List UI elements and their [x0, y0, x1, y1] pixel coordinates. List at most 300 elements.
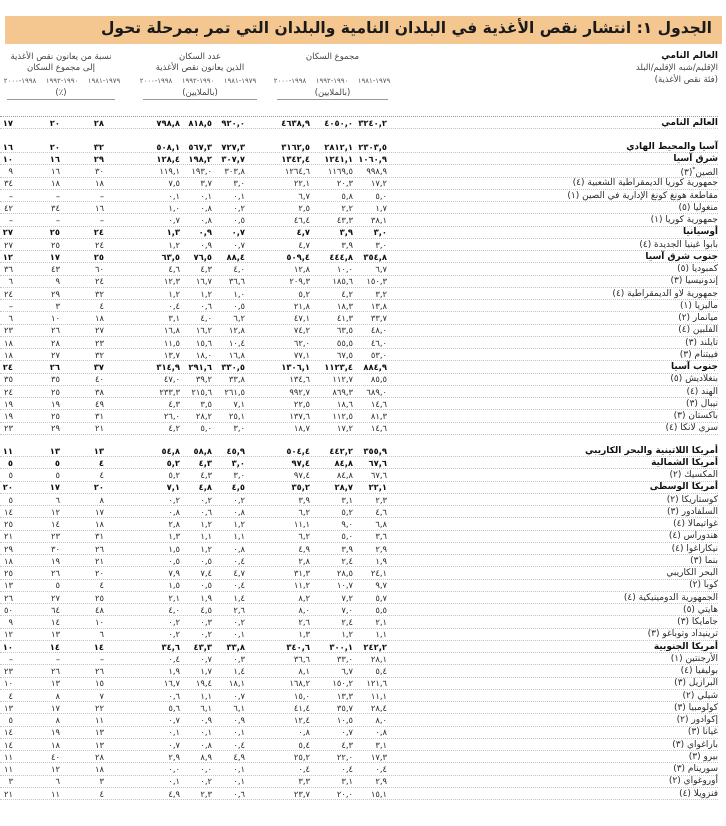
cell-pop-1990: ٢٨,٥ [336, 568, 353, 579]
cell-pop-1998: ٣,٣ [298, 776, 310, 787]
cell-pop-1979: ٣٢٤٠,٢ [358, 117, 387, 128]
row-label [387, 300, 718, 312]
cell-pop-1990: ٣٥,٧ [336, 702, 353, 713]
cell-pct-1979: ٢٠ [95, 568, 104, 579]
cell-under-1979: ٤,٥ [231, 482, 245, 493]
cell-pop-1998: ١١,١ [293, 519, 310, 530]
table-row [0, 423, 718, 435]
cell-pop-1998: ٦,٧ [298, 190, 310, 201]
cell-pct-1998: ٢٣ [4, 325, 13, 336]
table-row [0, 702, 718, 714]
cell-pop-1990: ١٣,٣ [336, 690, 353, 701]
cell-pop-1979: ١,٩ [375, 555, 387, 566]
year-label-pop-1990: ١٩٩٠-١٩٩٢ [315, 77, 349, 85]
cell-pop-1979: ٦٨٩,٠ [366, 386, 387, 397]
cell-under-1998: ١٢,٣ [163, 276, 180, 287]
cell-pop-1979: ٦,٨ [375, 519, 387, 530]
cell-under-1998: ١,٥ [168, 543, 180, 554]
row-label [387, 445, 718, 457]
cell-pop-1990: ٤,٢ [341, 288, 353, 299]
row-label [387, 457, 718, 469]
cell-under-1979: ٠,١ [233, 764, 245, 775]
year-label-under-1990: ١٩٩٠-١٩٩٢ [181, 77, 215, 85]
cell-pop-1979: ٩,٧ [375, 580, 387, 591]
cell-under-1979: ٣,٠ [233, 423, 245, 434]
cell-pop-1998: ٢٢,١ [293, 178, 310, 189]
table-row [0, 690, 718, 702]
cell-under-1990: ٠,٥ [200, 555, 212, 566]
row-name: بيرو (٣) [688, 751, 718, 762]
cell-pop-1998: ٤٦٣٨,٩ [281, 117, 310, 128]
cell-pct-1998: ١٣ [4, 580, 13, 591]
row-label [387, 494, 718, 506]
cell-pop-1990: ٢٠,٣ [336, 178, 353, 189]
cell-pop-1990: ٤٤٢,٢ [329, 445, 353, 456]
cell-pop-1979: ٢,٩ [375, 776, 387, 787]
cell-under-1979: ٠,٨ [233, 506, 245, 517]
cell-under-1990: ١٩٣,٠ [191, 166, 212, 177]
row-name: كمبوديا (٥) [677, 264, 718, 275]
cell-pct-1990: ٢٦ [51, 666, 60, 677]
table-row [0, 202, 718, 214]
row-label [387, 263, 718, 275]
row-label [387, 628, 718, 640]
cell-pct-1979: ٢٦ [95, 543, 104, 554]
cell-under-1979: ١,٢ [233, 519, 245, 530]
cell-pct-1998: ٥٠ [4, 604, 13, 615]
cell-under-1979: ٠,١ [233, 629, 245, 640]
cell-pct-1998: ٢٤ [4, 386, 13, 397]
row-name: آسيا والمحيط الهادي [626, 141, 718, 152]
cell-pct-1990: ٨ [55, 715, 60, 726]
row-name: سورينام (٣) [673, 764, 718, 775]
cell-under-1979: ١٦,٨ [228, 349, 245, 360]
cell-under-1998: ٧,٥ [168, 178, 180, 189]
cell-under-1990: ٨,٩ [200, 751, 212, 762]
cell-under-1998: ١,٢ [168, 288, 180, 299]
table-row [0, 386, 718, 398]
cell-pop-1990: ٢,٢ [341, 202, 353, 213]
row-name: منغوليا (٥) [678, 202, 718, 213]
cell-pop-1979: ٨٨٤,٩ [363, 362, 387, 373]
cell-pop-1998: ٩٧,٤ [291, 457, 310, 468]
cell-pct-1979: ٢٢ [95, 702, 104, 713]
cell-pct-1979: ٢٨ [93, 117, 104, 128]
cell-pct-1998: ٥ [8, 494, 13, 505]
cell-under-1979: ٠,٥ [233, 215, 245, 226]
cell-under-1998: ١,٠ [168, 202, 180, 213]
cell-pct-1990: ٩ [55, 276, 60, 287]
cell-pop-1998: ١٣٧,٦ [289, 411, 310, 422]
cell-under-1998: ٥٤,٨ [161, 445, 180, 456]
cell-pct-1979: ٣٨ [95, 386, 104, 397]
cell-pop-1979: ١٣,٨ [370, 300, 387, 311]
cell-pct-1979: ٤٠ [95, 374, 104, 385]
table-row [0, 531, 718, 543]
cell-pct-1979: ١٨ [95, 764, 104, 775]
cell-pct-1990: ٢٩ [51, 288, 60, 299]
cell-under-1998: ٠,٧ [168, 215, 180, 226]
cell-pct-1990: ٢٠ [49, 141, 60, 152]
table-row [0, 715, 718, 727]
footnote-mark: * [692, 165, 696, 173]
cell-pct-1998: ٢٧ [2, 227, 13, 238]
cell-under-1979: ١,١ [233, 531, 245, 542]
cell-pop-1979: ٢,٩ [375, 543, 387, 554]
cell-under-1990: ٤,٣ [200, 264, 212, 275]
cell-pct-1979: ١٤ [93, 641, 104, 652]
cell-pct-1979: ٤ [99, 300, 104, 311]
row-name: غيانا (٣) [687, 727, 718, 738]
cell-pct-1998: ٤ [8, 690, 13, 701]
cell-under-1990: ٠,٩ [200, 715, 212, 726]
cell-pop-1979: ٣٣,٧ [370, 313, 387, 324]
cell-pct-1990: ٢٧ [51, 349, 60, 360]
title-band [5, 16, 722, 44]
year-label-under-1979: ١٩٧٩-١٩٨١ [223, 77, 257, 85]
table-row-group [0, 457, 718, 469]
table-row [0, 519, 718, 531]
cell-pct-1998: ١٨ [4, 555, 13, 566]
cell-under-1979: ١,٠ [233, 288, 245, 299]
cell-pct-1998: ١٠ [4, 678, 13, 689]
cell-pop-1998: ٣٤٠,٦ [286, 641, 310, 652]
cell-pop-1979: ١٤,٦ [370, 398, 387, 409]
row-label [387, 251, 718, 263]
cell-pct-1990: ١٤ [51, 519, 60, 530]
cell-pct-1990: ٥ [55, 470, 60, 481]
cell-under-1979: ٤,٧ [233, 568, 245, 579]
row-label [387, 398, 718, 410]
cell-under-1979: ٢٦١,٥ [224, 386, 245, 397]
cell-under-1990: ٣٩,٢ [195, 374, 212, 385]
header-region-title: العالم النامي [661, 51, 718, 61]
cell-under-1998: ٤,٠ [168, 604, 180, 615]
cell-pop-1998: ١٣٤٢,٤ [281, 153, 310, 164]
cell-pct-1998: ٥ [8, 470, 13, 481]
row-label [387, 226, 718, 238]
cell-under-1979: ٣,٠ [233, 470, 245, 481]
cell-pop-1990: ٤٤٤,٨ [329, 251, 353, 262]
cell-pct-1979: ١٦ [95, 202, 104, 213]
row-label [387, 579, 718, 591]
row-label [387, 751, 718, 763]
row-name: شرق آسيا [673, 153, 718, 164]
cell-pop-1990: ٢٨,٧ [334, 482, 353, 493]
row-category: (٣) [680, 167, 693, 178]
cell-under-1990: ١,٧ [200, 666, 212, 677]
cell-pop-1979: ١٧,٣ [370, 751, 387, 762]
cell-pop-1990: ٦٣,٥ [336, 325, 353, 336]
cell-under-1979: ٧,١ [233, 398, 245, 409]
row-name: أمريكا اللاتينية والبحر الكاريبي [584, 445, 718, 456]
cell-under-1990: ٠,٢ [200, 494, 212, 505]
row-name: شيلي (٢) [682, 690, 718, 701]
cell-pop-1998: ٤,٧ [296, 227, 310, 238]
cell-under-1998: ٤٧,٠ [163, 374, 180, 385]
cell-pct-1990: ١٢ [51, 764, 60, 775]
table-row [0, 678, 718, 690]
cell-pop-1998: ٩٧,٤ [293, 470, 310, 481]
cell-under-1998: ٤,٣ [168, 398, 180, 409]
cell-pop-1979: ٢٤,١ [370, 568, 387, 579]
cell-pop-1998: ٣٦,٦ [293, 653, 310, 664]
cell-pct-1998: ١٩ [4, 398, 13, 409]
row-name: سري لانكا (٤) [665, 423, 718, 434]
cell-pop-1998: ٥,٤ [298, 739, 310, 750]
cell-pop-1990: ٣,٩ [341, 543, 353, 554]
table-row [0, 604, 718, 616]
cell-under-1998: ٠,٢ [168, 617, 180, 628]
cell-under-1979: ٣٦,٦ [228, 276, 245, 287]
cell-pct-1979: ٢٠ [93, 482, 104, 493]
cell-under-1998: ٣,١ [168, 313, 180, 324]
cell-under-1990: ٦,١ [200, 702, 212, 713]
cell-pct-1979: ٢٦ [95, 666, 104, 677]
cell-pct-1979: – [99, 215, 104, 226]
cell-pop-1998: ٢٢,٥ [293, 398, 310, 409]
cell-under-1990: ٢٩١,٦ [188, 362, 212, 373]
cell-pct-1979: ٤ [99, 788, 104, 799]
row-name: البرازيل (٣) [674, 678, 718, 689]
cell-under-1998: ٠,٧ [168, 715, 180, 726]
cell-pct-1990: ١٧ [49, 251, 60, 262]
cell-pop-1998: ١٣٤,٦ [289, 374, 310, 385]
cell-under-1979: ٤,٠ [233, 264, 245, 275]
cell-under-1979: ٩٢٠,٠ [221, 117, 245, 128]
cell-pct-1979: ٣٧ [93, 362, 104, 373]
row-label [387, 763, 718, 775]
cell-under-1998: ٤,٦ [168, 264, 180, 275]
header-pct-title: نسبة من يعانون نقص الأغذية [10, 52, 112, 62]
row-label [387, 177, 718, 189]
cell-pop-1979: ٣,٦ [375, 531, 387, 542]
table-row-group [0, 251, 718, 263]
cell-under-1979: ٠,٦ [233, 788, 245, 799]
cell-pop-1998: ٤٦,٤ [293, 215, 310, 226]
cell-pct-1990: ٢٨ [51, 337, 60, 348]
table-row [0, 629, 718, 641]
header-under-unit: (بالملايين) [182, 88, 218, 98]
cell-pct-1990: ١٨ [51, 178, 60, 189]
row-name: باراغواي (٣) [672, 739, 718, 750]
cell-under-1990: ٠,٨ [200, 202, 212, 213]
cell-pct-1998: ٢٤ [4, 288, 13, 299]
table-row [0, 300, 718, 312]
table-row-group [0, 445, 718, 457]
cell-pct-1990: ٢٣ [51, 531, 60, 542]
cell-under-1990: ٠,٣ [200, 617, 212, 628]
cell-pop-1990: ٣,٩ [339, 227, 353, 238]
cell-under-1998: ١٦,٨ [163, 325, 180, 336]
cell-under-1990: ١,٩ [200, 592, 212, 603]
row-label [387, 190, 718, 202]
cell-pop-1990: ٣,١ [341, 494, 353, 505]
cell-pct-1979: ٢٤ [95, 276, 104, 287]
row-name: أمريكا الشمالية [651, 457, 718, 468]
table-row [0, 470, 718, 482]
row-name: نيكاراغوا (٤) [671, 543, 718, 554]
cell-under-1990: ١٨,٠ [195, 349, 212, 360]
cell-pct-1979: ٤ [99, 580, 104, 591]
row-label [387, 714, 718, 726]
under-group-line [143, 99, 257, 100]
cell-pop-1990: ١٢٤١,١ [324, 153, 353, 164]
cell-under-1998: ٠,٠ [168, 764, 180, 775]
cell-pop-1979: ٨١,٣ [370, 411, 387, 422]
table-row [0, 349, 718, 361]
cell-pct-1998: ٢١ [4, 788, 13, 799]
cell-pct-1979: ٢٨ [95, 751, 104, 762]
row-label [387, 164, 718, 179]
cell-pop-1998: ٢٣,٧ [293, 788, 310, 799]
cell-under-1990: ١٩٨,٢ [188, 153, 212, 164]
cell-pop-1990: ١١٢,٧ [332, 374, 353, 385]
row-label [387, 518, 718, 530]
row-label [387, 361, 718, 373]
row-name: الجمهورية الدومينيكية (٤) [623, 592, 718, 603]
cell-under-1998: ٣٤,٦ [161, 641, 180, 652]
cell-pop-1990: ١٧,٢ [336, 423, 353, 434]
table-row-group [0, 641, 718, 653]
cell-under-1990: ١,١ [200, 690, 212, 701]
cell-pct-1998: ١١ [4, 764, 13, 775]
cell-under-1990: ٤,٣ [200, 470, 212, 481]
table-row [0, 325, 718, 337]
cell-pop-1979: ٣٥٤,٨ [363, 251, 387, 262]
cell-pop-1990: ٢,٤ [341, 617, 353, 628]
cell-pop-1979: ٢,٣ [375, 494, 387, 505]
cell-under-1998: ٠,٧ [168, 739, 180, 750]
row-label [387, 530, 718, 542]
row-name: بنما (٣) [690, 555, 718, 566]
cell-pct-1979: ١٨ [95, 178, 104, 189]
cell-under-1979: ٠,٤ [233, 739, 245, 750]
cell-under-1990: ٧,٤ [200, 568, 212, 579]
row-label [387, 555, 718, 567]
cell-pct-1979: ١٣ [95, 727, 104, 738]
cell-pop-1990: ٣٣,٠ [336, 653, 353, 664]
cell-pct-1979: ٢١ [95, 423, 104, 434]
cell-pop-1990: ٤٣,٣ [336, 215, 353, 226]
cell-under-1990: ٠,٩ [198, 227, 212, 238]
cell-pct-1990: ٣٥ [51, 374, 60, 385]
cell-pop-1998: ٢٠٩,٣ [289, 276, 310, 287]
cell-under-1979: ٣٣٠,٥ [221, 362, 245, 373]
table-row [0, 788, 718, 800]
cell-pop-1990: ٩,٠ [341, 519, 353, 530]
cell-under-1998: ٠,٦ [168, 690, 180, 701]
cell-under-1998: ٣١٤,٩ [156, 362, 180, 373]
cell-under-1998: ٠,١ [168, 727, 180, 738]
row-label [387, 312, 718, 324]
row-name: البحر الكاريبي [666, 568, 718, 579]
cell-under-1998: ١١,٥ [163, 337, 180, 348]
table-row [0, 178, 718, 190]
cell-pct-1979: – [99, 190, 104, 201]
cell-pct-1990: ٣٤ [51, 202, 60, 213]
cell-pct-1990: ٥ [55, 580, 60, 591]
cell-pop-1998: ٥,٢ [298, 288, 310, 299]
cell-pop-1990: ٤٠٥٠,٠ [324, 117, 353, 128]
cell-pct-1979: ١٣ [95, 739, 104, 750]
cell-pop-1990: ١١٢٣,٤ [324, 362, 353, 373]
row-label [387, 373, 718, 385]
row-label [387, 616, 718, 628]
cell-pop-1998: ٢,٦ [298, 617, 310, 628]
cell-pop-1998: ٩٩٢,٧ [289, 386, 310, 397]
table-row [0, 166, 718, 178]
cell-pop-1998: ٥٠٩,٤ [286, 251, 310, 262]
cell-pop-1990: ٨٦٩,٣ [332, 386, 353, 397]
table-row [0, 398, 718, 410]
cell-pop-1998: ٨,٠ [298, 604, 310, 615]
cell-under-1998: ٥,٢ [168, 470, 180, 481]
row-name: جمهورية لاو الديمقراطية (٤) [612, 288, 718, 299]
cell-under-1998: ٥,٦ [168, 702, 180, 713]
cell-under-1990: ٥,٠ [200, 423, 212, 434]
cell-pop-1979: ١٥٠,٣ [366, 276, 387, 287]
row-label [387, 324, 718, 336]
cell-under-1979: ٠,٧ [233, 239, 245, 250]
cell-under-1990: ١٦,٢ [195, 325, 212, 336]
cell-pct-1979: ٢٤ [95, 239, 104, 250]
cell-pct-1998: ١١ [2, 445, 13, 456]
cell-pop-1979: ٣,٢ [375, 288, 387, 299]
row-label [387, 214, 718, 226]
table-row [0, 374, 718, 386]
cell-pop-1998: ١٣٠٦,١ [281, 362, 310, 373]
cell-under-1998: ١,٣ [166, 227, 180, 238]
cell-pop-1979: ٠,٨ [375, 727, 387, 738]
cell-pop-1998: ٤,٩ [298, 543, 310, 554]
cell-pct-1979: ٣١ [95, 411, 104, 422]
year-label-pop-1979: ١٩٧٩-١٩٨١ [357, 77, 391, 85]
cell-under-1990: ٠,١ [200, 727, 212, 738]
cell-pct-1990: ٢٦ [51, 568, 60, 579]
cell-pct-1979: ٢٥ [93, 251, 104, 262]
cell-pct-1998: ٢٥ [4, 519, 13, 530]
cell-pct-1990: ١٩ [51, 727, 60, 738]
cell-pop-1979: ١١,١ [370, 690, 387, 701]
row-label [387, 543, 718, 555]
cell-under-1998: ١٣,٧ [163, 349, 180, 360]
cell-pct-1998: ١٨ [4, 349, 13, 360]
cell-pct-1990: ٣٠ [51, 543, 60, 554]
cell-pop-1979: ٥,٠ [375, 190, 387, 201]
cell-under-1979: ١٢,٨ [228, 325, 245, 336]
row-name: جمهورية كوريا (١) [650, 215, 718, 226]
cell-pct-1990: ١٢ [51, 506, 60, 517]
cell-pop-1998: ٠,٨ [298, 727, 310, 738]
cell-pop-1979: ٣٨,١ [370, 215, 387, 226]
cell-pop-1998: ٤١,٤ [293, 702, 310, 713]
cell-pop-1979: ٤٨,٠ [370, 325, 387, 336]
row-name: الهند (٤) [686, 386, 718, 397]
cell-pct-1979: ١٠ [95, 617, 104, 628]
cell-under-1979: ٠,٥ [233, 300, 245, 311]
cell-under-1979: ٠,٤ [233, 580, 245, 591]
cell-under-1979: ٠,٢ [233, 617, 245, 628]
cell-pct-1998: ٦ [8, 313, 13, 324]
row-label [387, 604, 718, 616]
cell-pct-1990: ٢٧ [51, 592, 60, 603]
cell-pop-1979: ٣,٠ [375, 239, 387, 250]
cell-pop-1990: ١٠,٠ [336, 264, 353, 275]
table-row [0, 239, 718, 251]
cell-pop-1998: ٦,٢ [298, 531, 310, 542]
cell-pct-1979: ٣٢ [95, 349, 104, 360]
